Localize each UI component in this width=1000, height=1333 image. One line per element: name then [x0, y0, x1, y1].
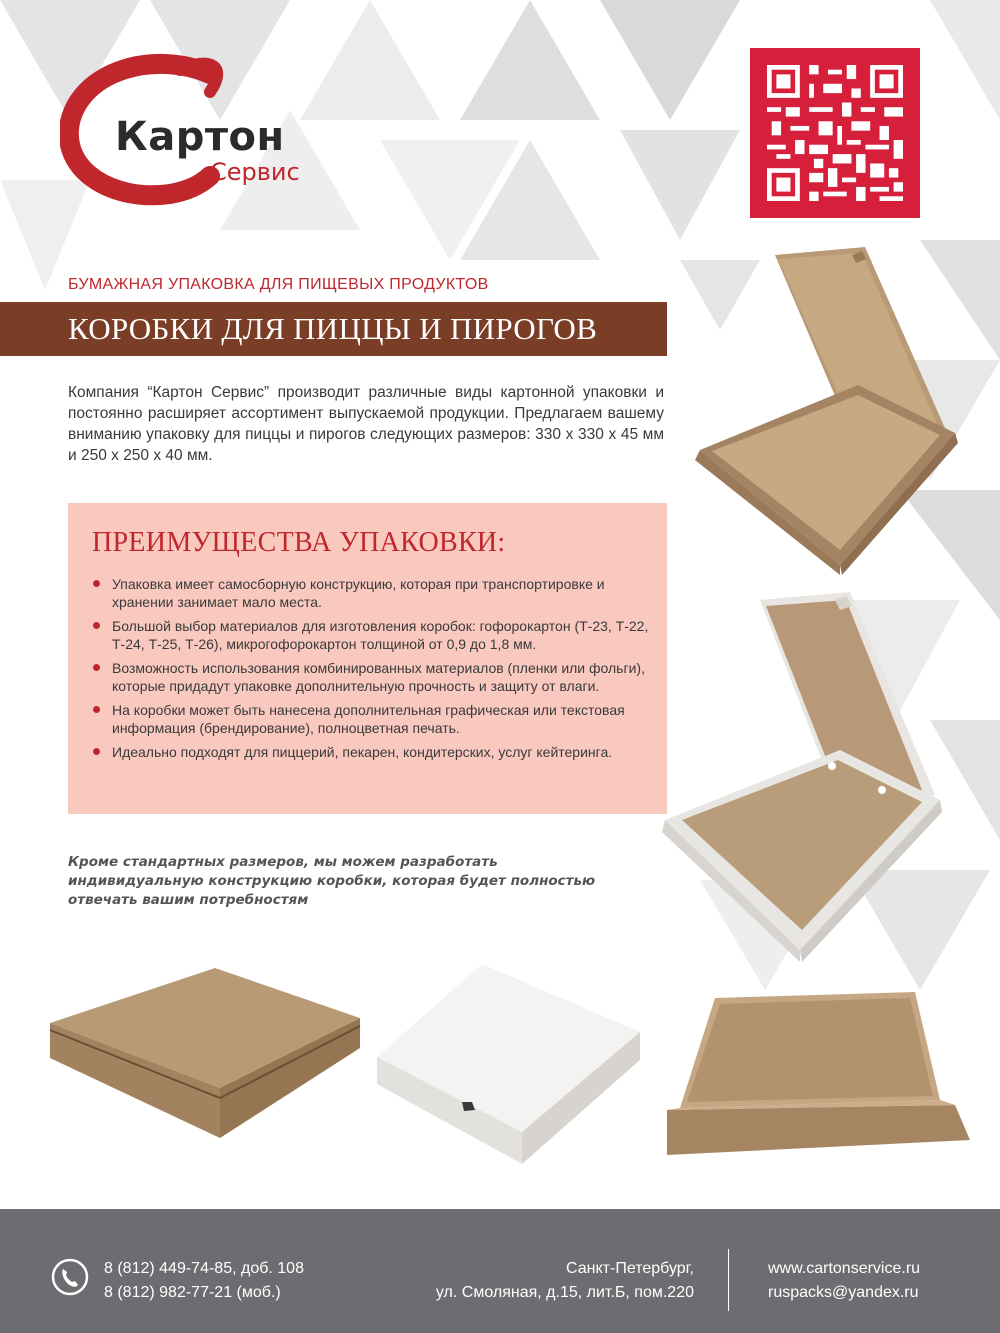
- footer-divider: [728, 1249, 729, 1311]
- address-city: Санкт-Петербург,: [566, 1260, 694, 1277]
- list-item: Идеально подходят для пиццерий, пекарен, кондитерских, услуг кейтеринга.: [112, 743, 652, 761]
- advantages-list: [112, 575, 652, 767]
- open-white-box-photo: [660, 590, 950, 965]
- footer: [0, 1209, 1000, 1333]
- custom-design-note: Кроме стандартных размеров, мы можем разработать индивидуальную конструкцию коробки, которая будет полностью отвечать вашим потребностям: [68, 854, 596, 908]
- intro-paragraph: Компания “Картон Сервис” производит различные виды картонной упаковки и постоянно расширяет ассортимент выпускаемой продукции. Предлагаем вашему вниманию упаковку для пиццы и пирогов следующих размеров: 330 х 330 х 45 мм и 250 х 250 х 40 мм.: [68, 384, 664, 464]
- advantages-panel: [68, 503, 667, 814]
- advantages-title: ПРЕИМУЩЕСТВА УПАКОВКИ:: [92, 527, 506, 558]
- phone-link-1[interactable]: 8 (812) 449-74-85, доб. 108: [104, 1260, 304, 1277]
- bullet-icon: [93, 748, 100, 755]
- company-logo: [60, 52, 320, 222]
- list-item: Большой выбор материалов для изготовления коробок: гофорокартон (Т-23, Т-22, Т-24, Т-25, Т-26), микрогофорокартон толщиной от 0,9 до 1,8 мм.: [112, 617, 652, 653]
- closed-kraft-box-left-photo: [45, 968, 365, 1158]
- closed-white-box-photo: [372, 962, 644, 1167]
- closed-kraft-box-right-photo: [665, 990, 973, 1158]
- section-subtitle: БУМАЖНАЯ УПАКОВКА ДЛЯ ПИЩЕВЫХ ПРОДУКТОВ: [68, 276, 489, 293]
- logo-word-karton: Картон: [115, 114, 285, 160]
- bullet-icon: [93, 664, 100, 671]
- title-bar: [0, 302, 667, 356]
- bullet-icon: [93, 622, 100, 629]
- list-item: Упаковка имеет самосборную конструкцию, которая при транспортировке и хранении занимает мало места.: [112, 575, 652, 611]
- email-link[interactable]: ruspacks@yandex.ru: [768, 1284, 919, 1301]
- list-item: На коробки может быть нанесена дополнительная графическая или текстовая информация (брендирование), полноцветная печать.: [112, 701, 652, 737]
- bullet-icon: [93, 580, 100, 587]
- address: [436, 1257, 694, 1305]
- bullet-icon: [93, 706, 100, 713]
- open-kraft-box-photo: [690, 245, 970, 575]
- phone-link-2[interactable]: 8 (812) 982-77-21 (моб.): [104, 1284, 281, 1301]
- list-item: Возможность использования комбинированных материалов (пленки или фольги), которые придадут упаковке дополнительную прочность и защиту от влаги.: [112, 659, 652, 695]
- qr-code-icon[interactable]: [767, 65, 903, 201]
- logo-word-servis: Сервис: [210, 158, 300, 186]
- web-contacts: [768, 1257, 920, 1305]
- phone-icon: [50, 1257, 90, 1297]
- page-title: КОРОБКИ ДЛЯ ПИЦЦЫ И ПИРОГОВ: [68, 311, 598, 346]
- qr-panel: [750, 48, 920, 218]
- address-street: ул. Смоляная, д.15, лит.Б, пом.220: [435, 1284, 694, 1301]
- phone-numbers: [104, 1257, 304, 1305]
- website-link[interactable]: www.cartonservice.ru: [768, 1260, 921, 1277]
